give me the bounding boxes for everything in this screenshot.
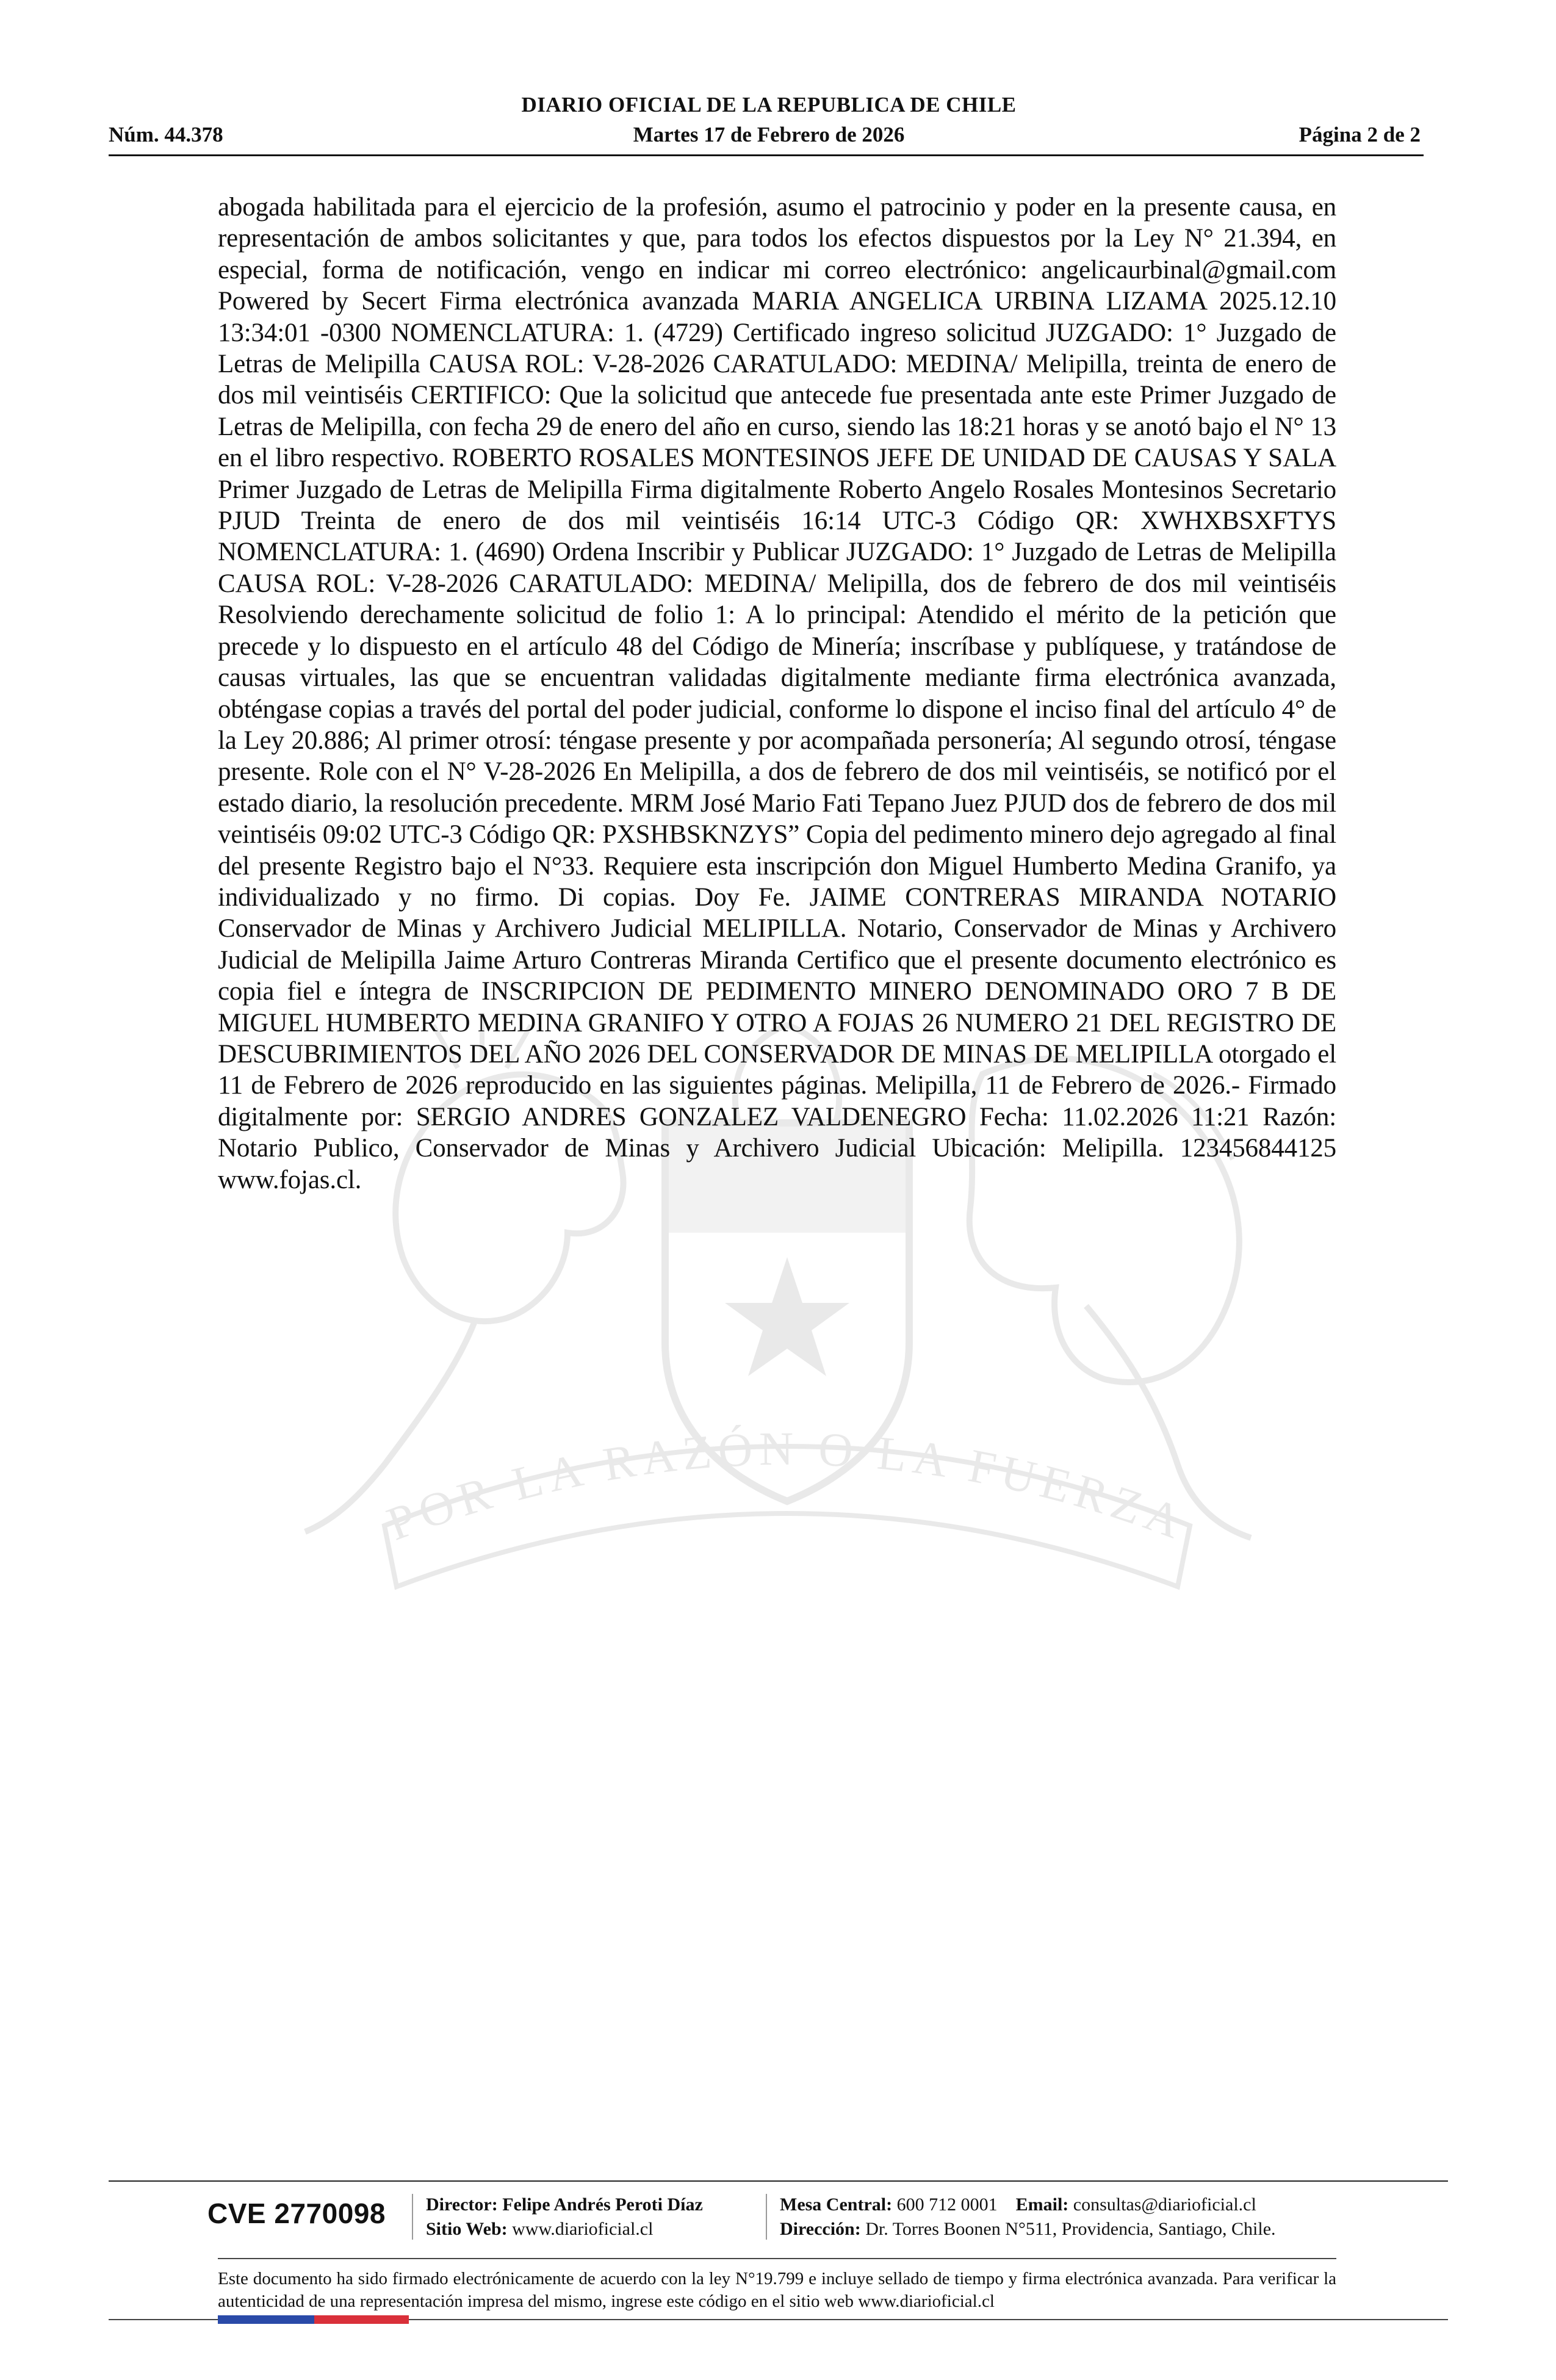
issue-number: Núm. 44.378	[109, 123, 223, 146]
footer-contact-block	[780, 2193, 1276, 2241]
mesa-label: Mesa Central:	[780, 2194, 893, 2215]
issue-date: Martes 17 de Febrero de 2026	[633, 123, 905, 146]
website-link[interactable]: www.diarioficial.cl	[512, 2219, 654, 2239]
footer-separator	[766, 2194, 767, 2240]
flag-stripe-red	[314, 2315, 409, 2324]
seal-motto: POR LA RAZÓN O LA FUERZA	[380, 1421, 1195, 1551]
footer-director-block	[426, 2193, 703, 2241]
newspaper-title: DIARIO OFICIAL DE LA REPUBLICA DE CHILE	[521, 93, 1017, 117]
footer-separator	[412, 2194, 413, 2240]
email-label: Email:	[1015, 2194, 1069, 2215]
email-link[interactable]: consultas@diarioficial.cl	[1073, 2194, 1256, 2215]
document-body-text: abogada habilitada para el ejercicio de la profesión, asumo el patrocinio y poder en la presente causa, en representación de ambos solicitantes y que, para todos los efectos dispuestos por la Ley N° 21.394, en especial, forma de notificación, vengo en indicar mi correo electrónico: angelicaurbinal@gmail.com Powered by Secert Firma electrónica avanzada MARIA ANGELICA URBINA LIZAMA 2025.12.10 13:34:01 -0300 NOMENCLATURA: 1. (4729) Certificado ingreso solicitud JUZGADO: 1° Juzgado de Letras de Melipilla CAUSA ROL: V-28-2026 CARATULADO: MEDINA/ Melipilla, treinta de enero de dos mil veintiséis CERTIFICO: Que la solicitud que antecede fue presentada ante este Primer Juzgado de Letras de Melipilla, con fecha 29 de enero del año en curso, siendo las 18:21 horas y se anotó bajo el N° 13 en el libro respectivo. ROBERTO ROSALES MONTESINOS JEFE DE UNIDAD DE CAUSAS Y SALA Primer Juzgado de Letras de Melipilla Firma digitalmente Roberto Angelo Rosales Montesinos Secretario PJUD Treinta de enero de dos mil veintiséis 16:14 UTC-3 Código QR: XWHXBSXFTYS NOMENCLATURA: 1. (4690) Ordena Inscribir y Publicar JUZGADO: 1° Juzgado de Letras de Melipilla CAUSA ROL: V-28-2026 CARATULADO: MEDINA/ Melipilla, dos de febrero de dos mil veintiséis Resolviendo derechamente solicitud de folio 1: A lo principal: Atendido el mérito de la petición que precede y lo dispuesto en el artículo 48 del Código de Minería; inscríbase y publíquese, y tratándose de causas virtuales, las que se encuentran validadas digitalmente mediante firma electrónica avanzada, obténgase copias a través del portal del poder judicial, conforme lo dispone el inciso final del artículo 4° de la Ley 20.886; Al primer otrosí: téngase presente y por acompañada personería; Al segundo otrosí, téngase presente. Role con el N° V-28-2026 En Melipilla, a dos de febrero de dos mil veintiséis, se notificó por el estado diario, la resolución precedente. MRM José Mario Fati Tepano Juez PJUD dos de febrero de dos mil veintiséis 09:02 UTC-3 Código QR: PXSHBSKNZYS” Copia del pedimento minero dejo agregado al final del presente Registro bajo el N°33. Requiere esta inscripción don Miguel Humberto Medina Granifo, ya individualizado y no firmo. Di copias. Doy Fe. JAIME CONTRERAS MIRANDA NOTARIO Conservador de Minas y Archivero Judicial MELIPILLA. Notario, Conservador de Minas y Archivero Judicial de Melipilla Jaime Arturo Contreras Miranda Certifico que el presente documento electrónico es copia fiel e íntegra de INSCRIPCION DE PEDIMENTO MINERO DENOMINADO ORO 7 B DE MIGUEL HUMBERTO MEDINA GRANIFO Y OTRO A FOJAS 26 NUMERO 21 DEL REGISTRO DE DESCUBRIMIENTOS DEL AÑO 2026 DEL CONSERVADOR DE MINAS DE MELIPILLA otorgado el 11 de Febrero de 2026 reproducido en las siguientes páginas. Melipilla, 11 de Febrero de 2026.- Firmado digitalmente por: SERGIO ANDRES GONZALEZ VALDENEGRO Fecha: 11.02.2026 11:21 Razón: Notario Publico, Conservador de Minas y Archivero Judicial Ubicación: Melipilla. 123456844125 www.fojas.cl.	[218, 193, 1336, 1194]
svg-text:POR LA RAZÓN O LA FUERZA	[380, 1422, 1194, 1551]
flag-stripe-blue	[218, 2315, 314, 2324]
address-value: Dr. Torres Boonen N°511, Providencia, Santiago, Chile.	[865, 2219, 1276, 2239]
address-label: Dirección:	[780, 2219, 861, 2239]
director-label: Director:	[426, 2194, 498, 2215]
footer-mid-divider	[218, 2258, 1336, 2259]
page-indicator: Página 2 de 2	[1298, 123, 1421, 146]
header-divider	[109, 154, 1424, 156]
cve-code: CVE 2770098	[207, 2198, 386, 2229]
mesa-phone: 600 712 0001	[896, 2194, 998, 2215]
signature-notice: Este documento ha sido firmado electrónicamente de acuerdo con la ley N°19.799 e incluye sellado de tiempo y firma electrónica avanzada. Para verificar la autenticidad de una representación impresa del mismo, ingrese este código en el sitio web www.diarioficial.cl	[218, 2269, 1336, 2311]
website-label: Sitio Web:	[426, 2219, 508, 2239]
footer-top-divider	[109, 2180, 1448, 2182]
director-name: Felipe Andrés Peroti Díaz	[502, 2194, 703, 2215]
